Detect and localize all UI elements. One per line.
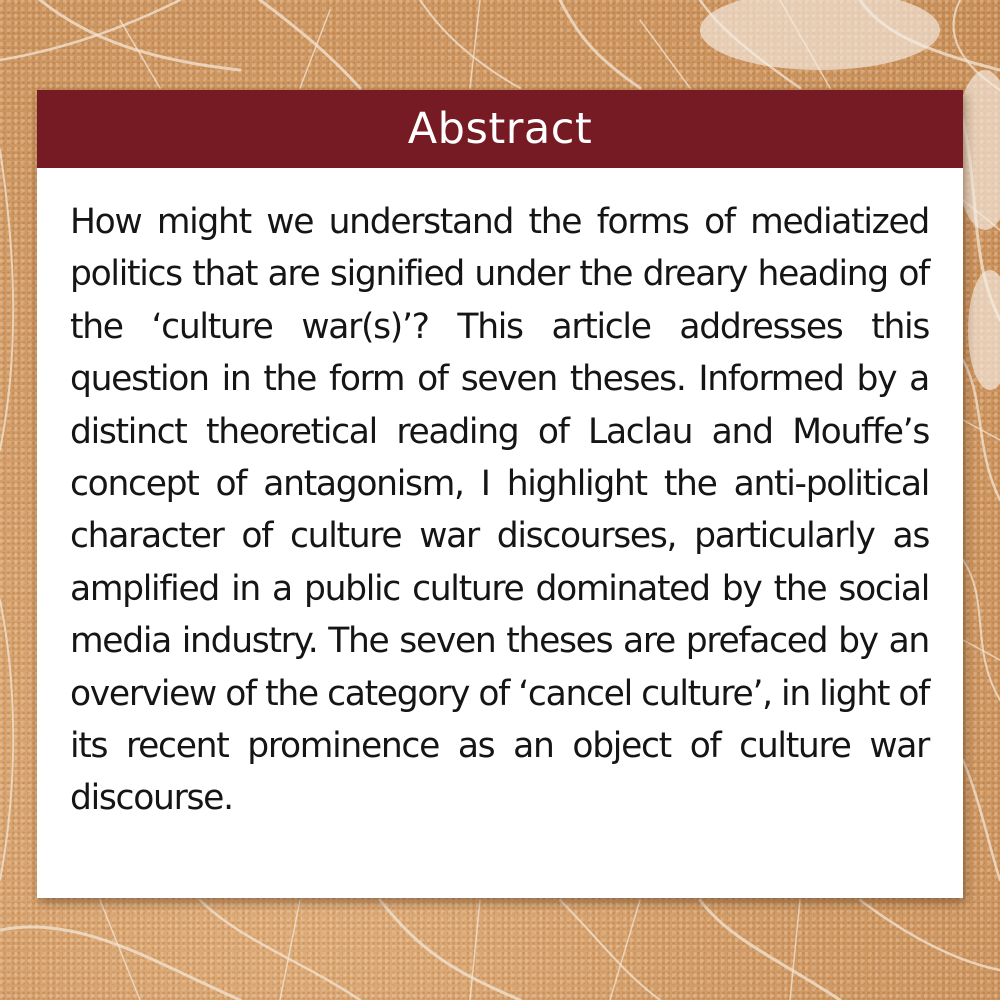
abstract-header <box>37 90 963 168</box>
abstract-body <box>37 168 963 825</box>
abstract-paragraph: How might we understand the forms of mediatized politics that are signified under the dreary heading of the ‘culture war(s)’? This article addresses this question in the form of seven theses. Informed by a distinct theoretical reading of Laclau and Mouffe’s concept of antagonism, I highlight the anti-political character of culture war discourses, particularly as amplified in a public culture dominated by the social media industry. The seven theses are prefaced by an overview of the category of ‘cancel culture’, in light of its recent prominence as an object of culture war discourse. <box>70 202 929 819</box>
abstract-title: Abstract <box>407 104 593 154</box>
abstract-card <box>37 90 963 898</box>
